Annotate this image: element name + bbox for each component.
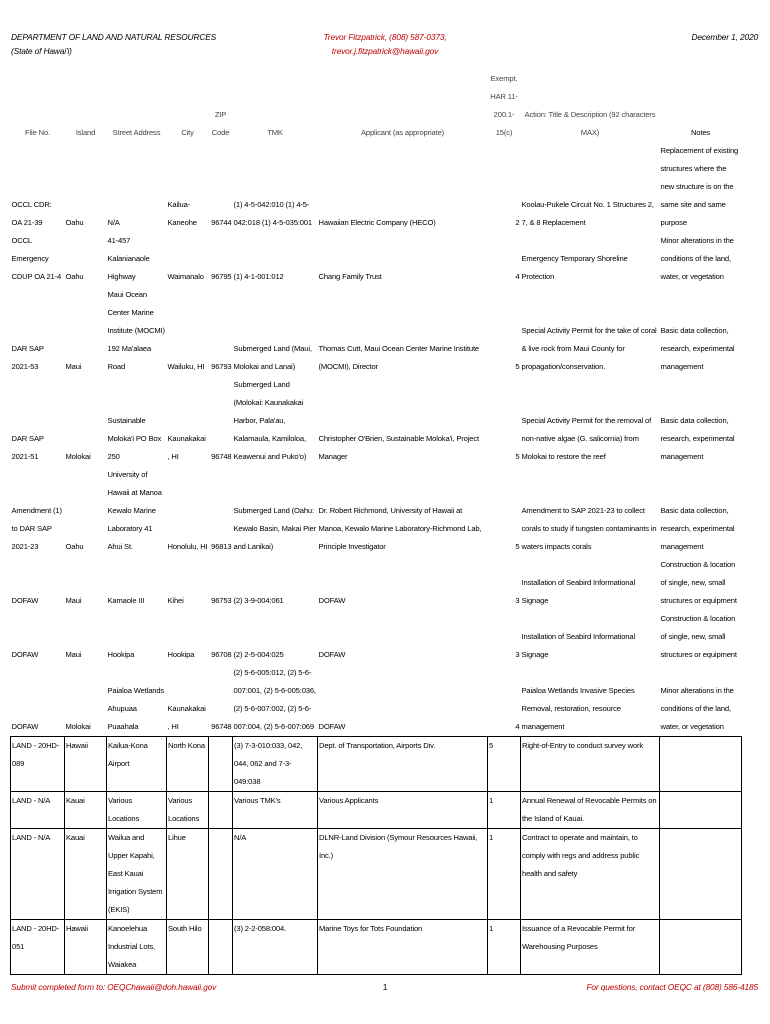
col-exempt: Exempt. HAR 11-200.1-15(c) — [490, 74, 518, 137]
cell-zip: 96753 — [211, 596, 232, 605]
cell-city: Kihei — [167, 596, 184, 605]
cell-exempt: 5 — [488, 737, 521, 792]
table-row — [11, 737, 742, 792]
col-action: Action: Title & Description (92 characters MAX) — [524, 110, 656, 137]
cell-notes: Basic data collection, research, experimental management — [660, 416, 735, 461]
cell-island: Hawaii — [65, 920, 107, 975]
col-applicant: Applicant (as appropriate) — [360, 128, 445, 137]
cell-street: University of Hawaii at Manoa Kewalo Marine Laboratory 41 Ahui St. — [107, 470, 162, 551]
col-file-no: File No. — [25, 128, 50, 137]
cell-exempt: 1 — [488, 920, 521, 975]
cell-tmk: (1) 4-5-042:010 (1) 4-5-042:018 (1) 4-5-035:001 — [233, 200, 312, 227]
cell-exempt: 3 — [515, 596, 520, 605]
cell-applicant: DOFAW — [318, 722, 346, 731]
cell-file-no: LAND - 20HD-051 — [11, 920, 65, 975]
cell-zip: 96744 — [211, 218, 232, 227]
cell-action: Amendment to SAP 2021-23 to collect corals to study if tungsten contaminants in waters impacts corals — [521, 506, 657, 551]
col-zip: ZIP Code — [211, 110, 230, 137]
cell-city: Honolulu, HI — [167, 542, 208, 551]
cell-exempt: 5 — [515, 362, 520, 371]
cell-street: Kanoelehua Industrial Lots, Waiakea — [107, 920, 167, 975]
cell-action: Paialoa Wetlands Invasive Species Removal, restoration, resource management — [521, 686, 635, 731]
cell-exempt: 4 — [515, 722, 520, 731]
cell-zip: 96748 — [211, 722, 232, 731]
cell-action: Special Activity Permit for the removal of non-native algae (G. salicornia) from Molokai to restore the reef — [521, 416, 652, 461]
submissions-table — [10, 70, 742, 975]
cell-action: Contract to operate and maintain, to comply with regs and address public health and safety — [521, 829, 660, 920]
cell-tmk: Submerged Land (Oahu: Kewalo Basin, Makai Pier and Lanikai) — [233, 506, 317, 551]
cell-island: Oahu — [65, 218, 84, 227]
questions-contact: For questions, contact OEQC at (808) 586-4185 — [586, 982, 758, 992]
cell-island: Kauai — [65, 829, 107, 920]
cell-street: Sustainable Moloka'i PO Box 250 — [107, 416, 162, 461]
cell-tmk: (2) 5-6-005:012, (2) 5-6-007:001, (2) 5-6-005:036, (2) 5-6-007:002, (2) 5-6-007:004, (2) 5-6-007:069 — [233, 668, 316, 731]
col-notes: Notes — [690, 128, 711, 137]
cell-island: Maui — [65, 596, 82, 605]
cell-action: Koolau-Pukele Circuit No. 1 Structures 2, 7, & 8 Replacement — [521, 200, 654, 227]
cell-notes — [660, 737, 742, 792]
cell-file-no: DAR SAP 2021-53 — [11, 344, 44, 371]
cell-applicant: Thomas Cutt, Maui Ocean Center Marine Institute (MOCMI), Director — [318, 344, 480, 371]
cell-exempt: 5 — [515, 452, 520, 461]
cell-island: Oahu — [65, 272, 84, 281]
cell-city: Kaunakakai, HI — [167, 704, 206, 731]
table-header-row — [11, 70, 742, 142]
cell-exempt: 1 — [488, 829, 521, 920]
cell-file-no: DOFAW — [11, 722, 39, 731]
cell-file-no: DAR SAP 2021-51 — [11, 434, 44, 461]
cell-notes — [660, 829, 742, 920]
cell-exempt: 5 — [515, 542, 520, 551]
cell-exempt: 4 — [515, 272, 520, 281]
cell-city: Various Locations — [167, 792, 209, 829]
cell-action: Right-of-Entry to conduct survey work — [521, 737, 660, 792]
cell-action: Annual Renewal of Revocable Permits on the Island of Kauai. — [521, 792, 660, 829]
cell-action: Emergency Temporary Shoreline Protection — [521, 254, 628, 281]
cell-applicant: Dept. of Transportation, Airports Div. — [318, 737, 488, 792]
cell-zip: 96793 — [211, 362, 232, 371]
contact-email[interactable]: trevor.j.fitzpatrick@hawaii.gov — [331, 46, 439, 56]
col-tmk: TMK — [267, 128, 283, 137]
cell-applicant: Christopher O'Brien, Sustainable Moloka'i, Project Manager — [318, 434, 479, 461]
table-row — [11, 232, 742, 286]
cell-action: Installation of Seabird Informational Signage — [521, 632, 635, 659]
cell-zip: 96813 — [211, 542, 232, 551]
cell-street: Paialoa Wetlands Ahupuaa Puaahala — [107, 686, 165, 731]
cell-file-no: Amendment (1) to DAR SAP 2021-23 — [11, 506, 62, 551]
table-row — [11, 556, 742, 610]
cell-notes: Construction & location of single, new, small structures or equipment — [660, 560, 737, 605]
report-date: December 1, 2020 — [691, 32, 758, 42]
cell-applicant: Various Applicants — [318, 792, 488, 829]
cell-notes: Basic data collection, research, experimental management — [660, 326, 735, 371]
table-row — [11, 920, 742, 975]
cell-file-no: OCCL Emergency CDUP OA 21-4 — [11, 236, 62, 281]
cell-applicant: Marine Toys for Tots Foundation — [318, 920, 488, 975]
cell-exempt: 1 — [488, 792, 521, 829]
cell-file-no: OCCL CDR: OA 21-39 — [11, 200, 52, 227]
cell-action: Special Activity Permit for the take of coral & live rock from Maui County for propagation/conservation. — [521, 326, 657, 371]
cell-island: Molokai — [65, 722, 91, 731]
cell-city: North Kona — [167, 737, 209, 792]
col-street: Street Address — [112, 128, 161, 137]
contact-name-phone: Trevor Fitzpatrick, (808) 587-0373, — [323, 32, 447, 42]
cell-street: Maui Ocean Center Marine Institute (MOCMI) 192 Ma'alaea Road — [107, 290, 165, 371]
cell-island: Hawaii — [65, 737, 107, 792]
cell-applicant: Chang Family Trust — [318, 272, 382, 281]
cell-action: Issuance of a Revocable Permit for Warehousing Purposes — [521, 920, 660, 975]
cell-notes: Replacement of existing structures where the new structure is on the same site and same purpose — [660, 146, 739, 227]
cell-notes: Construction & location of single, new, small structures or equipment — [660, 614, 737, 659]
cell-street: Hookipa — [107, 650, 135, 659]
cell-city: Kaunakakai, HI — [167, 434, 206, 461]
table-row — [11, 466, 742, 556]
cell-file-no: LAND - 20HD-089 — [11, 737, 65, 792]
cell-file-no: DOFAW — [11, 596, 39, 605]
cell-exempt: 2 — [515, 218, 520, 227]
state-name: (State of Hawai'i) — [11, 46, 72, 56]
table-row — [11, 286, 742, 376]
cell-island: Maui — [65, 362, 82, 371]
cell-island: Molokai — [65, 452, 91, 461]
cell-tmk: Submerged Land (Maui, Molokai and Lanai) — [233, 344, 312, 371]
cell-applicant: DOFAW — [318, 650, 346, 659]
cell-file-no: LAND - N/A — [11, 829, 65, 920]
table-row — [11, 376, 742, 466]
cell-street: Wailua and Upper Kapahi, East Kauai Irrigation System (EKIS) — [107, 829, 167, 920]
table-row — [11, 142, 742, 232]
cell-tmk: Submerged Land (Molokai: Kaunakakai Harbor, Pala'au, Kalamaula, Kamiloloa, Keawenui and Puko'o) — [233, 380, 307, 461]
submit-instructions: Submit completed form to: OEQChawaii@doh.hawaii.gov — [11, 982, 217, 992]
cell-action: Installation of Seabird Informational Signage — [521, 578, 635, 605]
cell-notes: Basic data collection, research, experimental management — [660, 506, 735, 551]
cell-zip — [209, 737, 233, 792]
col-city: City — [181, 128, 194, 137]
cell-tmk: Various TMK's — [233, 792, 318, 829]
cell-tmk: (3) 7-3-010:033, 042, 044, 062 and 7-3-049:038 — [233, 737, 318, 792]
cell-city: Lihue — [167, 829, 209, 920]
cell-street: Kamaole III — [107, 596, 145, 605]
cell-city: Waimanalo — [167, 272, 204, 281]
cell-street: N/A — [107, 218, 120, 227]
cell-zip — [209, 829, 233, 920]
cell-notes — [660, 792, 742, 829]
cell-island: Oahu — [65, 542, 84, 551]
table-body — [11, 142, 742, 975]
col-island: Island — [75, 128, 96, 137]
cell-zip — [209, 792, 233, 829]
cell-applicant: Hawaiian Electric Company (HECO) — [318, 218, 436, 227]
cell-zip: 96748 — [211, 452, 232, 461]
cell-island: Maui — [65, 650, 82, 659]
contact-header — [0, 30, 770, 58]
cell-zip: 96795 — [211, 272, 232, 281]
cell-island: Kauai — [65, 792, 107, 829]
cell-notes: Minor alterations in the conditions of the land, water, or vegetation — [660, 236, 734, 281]
cell-file-no: DOFAW — [11, 650, 39, 659]
cell-exempt: 3 — [515, 650, 520, 659]
cell-file-no: LAND - N/A — [11, 792, 65, 829]
cell-zip — [209, 920, 233, 975]
cell-notes — [660, 920, 742, 975]
cell-tmk: (3) 2-2-058:004. — [233, 920, 318, 975]
cell-city: South Hilo — [167, 920, 209, 975]
cell-tmk: (2) 3-9-004:061 — [233, 596, 284, 605]
cell-zip: 96708 — [211, 650, 232, 659]
cell-street: Kailua-Kona Airport — [107, 737, 167, 792]
page-number: 1 — [382, 982, 388, 992]
cell-street: 41-457 Kalanianaole Highway — [107, 236, 150, 281]
cell-city: Wailuku, HI — [167, 362, 205, 371]
department-name: DEPARTMENT OF LAND AND NATURAL RESOURCES — [11, 32, 217, 42]
cell-tmk: (2) 2-5-004:025 — [233, 650, 284, 659]
table-row — [11, 664, 742, 737]
cell-applicant: DOFAW — [318, 596, 346, 605]
table-row — [11, 792, 742, 829]
cell-tmk: N/A — [233, 829, 318, 920]
table-row — [11, 829, 742, 920]
cell-city: Hookipa — [167, 650, 195, 659]
cell-applicant: DLNR-Land Division (Symour Resources Hawaii, Inc.) — [318, 829, 488, 920]
cell-tmk: (1) 4-1-001:012 — [233, 272, 284, 281]
cell-applicant: Dr. Robert Richmond, University of Hawaii at Manoa, Kewalo Marine Laboratory-Richmond Lab, Principle Investigator — [318, 506, 482, 551]
cell-notes: Minor alterations in the conditions of the land, water, or vegetation — [660, 686, 734, 731]
table-row — [11, 610, 742, 664]
cell-city: Kailua-Kaneohe — [167, 200, 197, 227]
cell-street: Various Locations — [107, 792, 167, 829]
